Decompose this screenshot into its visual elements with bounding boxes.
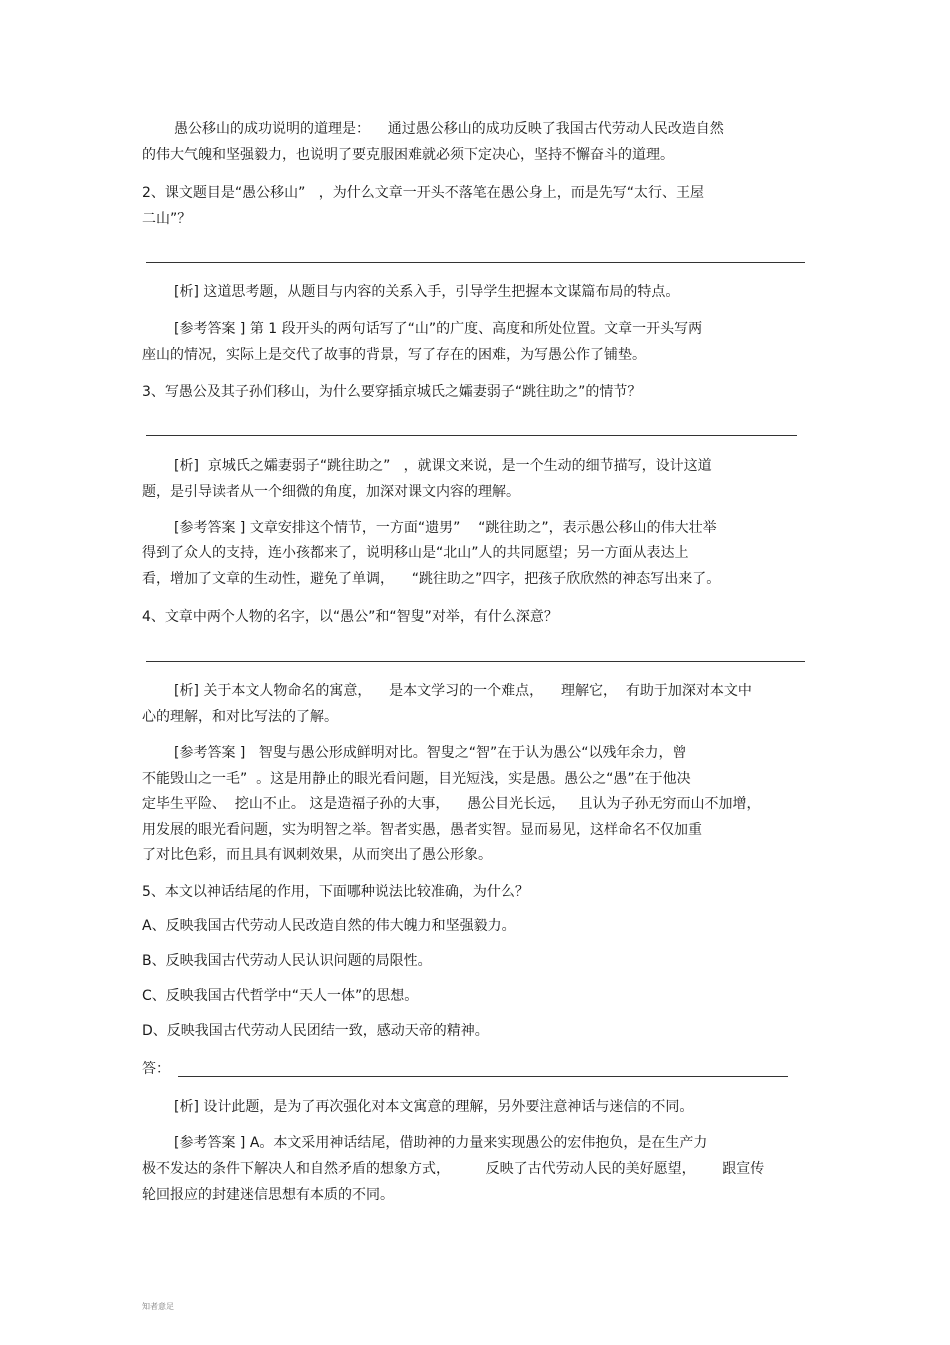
- answer-5-line: 轮回报应的封建迷信思想有本质的不同。: [142, 1187, 394, 1203]
- intro-line: 的伟大气魄和坚强毅力，也说明了要克服困难就必须下定决心，坚持不懈奋斗的道理。: [142, 147, 674, 163]
- answer-5-line: 极不发达的条件下解决人和自然矛盾的想象方式， 反映了古代劳动人民的美好愿望， 跟宣传: [142, 1161, 765, 1177]
- answer-blank-line: [146, 435, 797, 436]
- option-b: B、反映我国古代劳动人民认识问题的局限性。: [142, 953, 432, 969]
- answer-4-line: [参考答案 ] 智叟与愚公形成鲜明对比。智叟之“智”在于认为愚公“以残年余力，曾: [174, 745, 687, 761]
- answer-4-line: 定毕生平险、 挖山不止。 这是造福子孙的大事， 愚公目光长远， 且认为子孙无穷而山不加增，: [142, 796, 761, 812]
- answer-3-line: 得到了众人的支持，连小孩都来了，说明移山是“北山”人的共同愿望；另一方面从表达上: [142, 545, 689, 561]
- answer-label: 答：: [142, 1061, 170, 1077]
- answer-4-line: 不能毁山之一毛” 。这是用静止的眼光看问题，目光短浅，实是愚。愚公之“愚”在于他决: [142, 771, 691, 787]
- analysis-3-line: 题，是引导读者从一个细微的角度，加深对课文内容的理解。: [142, 484, 520, 500]
- answer-blank-line: [146, 661, 805, 662]
- answer-2-line: [参考答案 ] 第 1 段开头的两句话写了“山”的广度、高度和所处位置。文章一开头写两: [174, 321, 703, 337]
- page-footer: 知者意足: [142, 1302, 174, 1311]
- answer-blank-line: [178, 1076, 788, 1077]
- analysis-3-line: [析] 京城氏之孀妻弱子“跳往助之” ，就课文来说，是一个生动的细节描写，设计这道: [174, 458, 712, 474]
- analysis-2: [析] 这道思考题，从题目与内容的关系入手，引导学生把握本文谋篇布局的特点。: [174, 284, 680, 300]
- answer-blank-line: [146, 262, 805, 263]
- answer-3-line: [参考答案 ] 文章安排这个情节，一方面“遗男” “跳往助之”，表示愚公移山的伟大壮举: [174, 520, 717, 536]
- analysis-5: [析] 设计此题，是为了再次强化对本文寓意的理解，另外要注意神话与迷信的不同。: [174, 1099, 694, 1115]
- question-4: 4、文章中两个人物的名字，以“愚公”和“智叟”对举，有什么深意？: [142, 609, 558, 625]
- question-2-cont: 二山”？: [142, 211, 192, 227]
- option-c: C、反映我国古代哲学中“天人一体”的思想。: [142, 988, 419, 1004]
- answer-4-line: 用发展的眼光看问题，实为明智之举。智者实愚，愚者实智。显而易见，这样命名不仅加重: [142, 822, 702, 838]
- option-d: D、反映我国古代劳动人民团结一致，感动天帝的精神。: [142, 1023, 489, 1039]
- question-3: 3、写愚公及其子孙们移山，为什么要穿插京城氏之孀妻弱子“跳往助之”的情节？: [142, 384, 642, 400]
- answer-3-line: 看，增加了文章的生动性，避免了单调， “跳往助之”四字，把孩子欣欣然的神态写出来了。: [142, 571, 721, 587]
- answer-4-line: 了对比色彩，而且具有讽刺效果，从而突出了愚公形象。: [142, 847, 492, 863]
- analysis-4-line: [析] 关于本文人物命名的寓意， 是本文学习的一个难点， 理解它， 有助于加深对本文中: [174, 683, 752, 699]
- intro-line: 愚公移山的成功说明的道理是： 通过愚公移山的成功反映了我国古代劳动人民改造自然: [174, 121, 724, 137]
- option-a: A、反映我国古代劳动人民改造自然的伟大魄力和坚强毅力。: [142, 918, 516, 934]
- question-2: 2、课文题目是“愚公移山” ，为什么文章一开头不落笔在愚公身上，而是先写“太行、王屋: [142, 185, 705, 201]
- question-5: 5、本文以神话结尾的作用，下面哪种说法比较准确，为什么？: [142, 884, 529, 900]
- analysis-4-line: 心的理解，和对比写法的了解。: [142, 709, 338, 725]
- answer-2-line: 座山的情况，实际上是交代了故事的背景，写了存在的困难，为写愚公作了铺垫。: [142, 347, 646, 363]
- answer-5-line: [参考答案 ] A。本文采用神话结尾，借助神的力量来实现愚公的宏伟抱负，是在生产力: [174, 1135, 708, 1151]
